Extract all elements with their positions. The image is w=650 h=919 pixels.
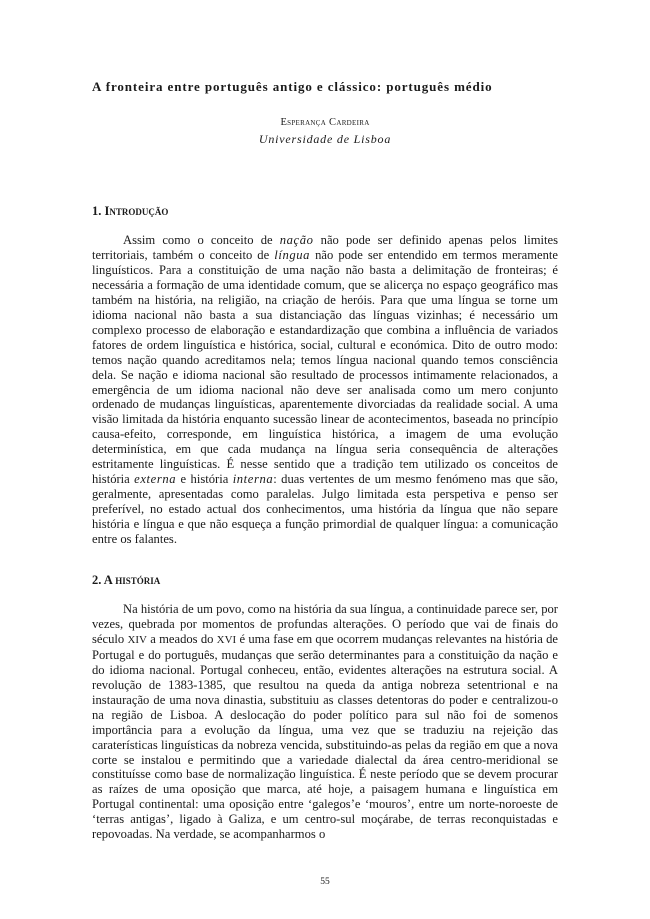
page-number: 55	[320, 877, 330, 887]
author-name: Esperança Cardeira	[280, 117, 370, 128]
emphasis-nacao: nação	[279, 233, 314, 247]
century-xiv: XIV	[127, 633, 147, 646]
section-body-historia	[92, 602, 558, 842]
section-heading-historia: 2. A história	[92, 573, 161, 587]
author-affiliation: Universidade de Lisboa	[258, 132, 392, 146]
emphasis-externa: externa	[134, 472, 177, 487]
section-body-introducao	[92, 233, 558, 547]
paper-title: A fronteira entre português antigo e clássico: português médio	[92, 79, 493, 94]
emphasis-lingua: língua	[274, 247, 311, 262]
section-heading-introducao: 1. Introdução	[92, 204, 169, 218]
emphasis-interna: interna	[232, 472, 274, 487]
paragraph: Assim como o conceito de nação não pode ser definido apenas pelos limites territoriais, também o conceito de língua não pode ser entendido em termos meramente linguísticos. Para a constituição de uma nação não basta a delimitação de fronteiras; é necessária a formação de uma identidade comum, que se alicerça no espaço geográfico mas também na história, na religião, na criação de heróis. Para que uma língua se torne um idioma nacional não basta a sua distanciação das línguas vizinhas; é necessário um complexo processo de elaboração e estandardização que combina a influência de variados fatores de ordem linguística e histórica, social, cultural e económica. Dito de outro modo: temos nação quando acreditamos nela; temos língua nacional quando temos consciência dela. Se nação e idioma nacional são resultado de processos intimamente relacionados, a emergência de um idioma nacional não deve ser analisada como um mero conjunto ordenado de mudanças linguísticas, aparentemente divorciadas da realidade social. A uma visão limitada da história enquanto sucessão linear de acontecimentos, baseada no princípio causa-efeito, corresponde, em linguística histórica, a imagem de uma evolução determinística, em que cada mudança na língua seria consequência de alterações estritamente linguísticas. É nesse sentido que a tradição tem utilizado os conceitos de história externa e história interna: duas vertentes de um mesmo fenómeno mas que são, geralmente, apresentadas como paralelas. Julgo limitada esta perspetiva e penso ser preferível, no estado actual dos conhecimentos, uma história da língua que não separe história e língua e que não esqueça a função primordial de qualquer língua: a comunicação entre os falantes.	[92, 233, 558, 547]
paragraph: Na história de um povo, como na história da sua língua, a continuidade parece ser, por vezes, quebrada por momentos de profundas alterações. O período que vai de finais do século XIV a meados do XVI é uma fase em que ocorrem mudanças relevantes na história de Portugal e do português, mudanças que serão determinantes para a constituição da nação e do idioma nacional. Portugal conheceu, então, evidentes alterações na estrutura social. A revolução de 1383-1385, que resultou na queda da antiga nobreza setentrional e na instauração de uma nova dinastia, substituiu as classes detentoras do poder e centralizou-o na região de Lisboa. A deslocação do poder político para sul não foi de somenos importância para a evolução da língua, uma vez que se traduziu na rejeição das caraterísticas linguísticas da nobreza vencida, substituindo-as pelas da região em que a nova corte se instalou e permitindo que a variedade dialectal da área centro-meridional se constituísse como base de normalização linguística. É neste período que se devem procurar as raízes de uma oposição que marca, até hoje, a paisagem humana e linguística em Portugal continental: uma oposição entre ‘galegos’e ‘mouros’, entre um norte-noroeste de ‘terras antigas’, ligado à Galiza, e um centro-sul moçárabe, de terras reconquistadas e repovoadas. Na verdade, se acompanharmos o	[92, 602, 559, 842]
century-xvi: XVI	[216, 633, 237, 646]
